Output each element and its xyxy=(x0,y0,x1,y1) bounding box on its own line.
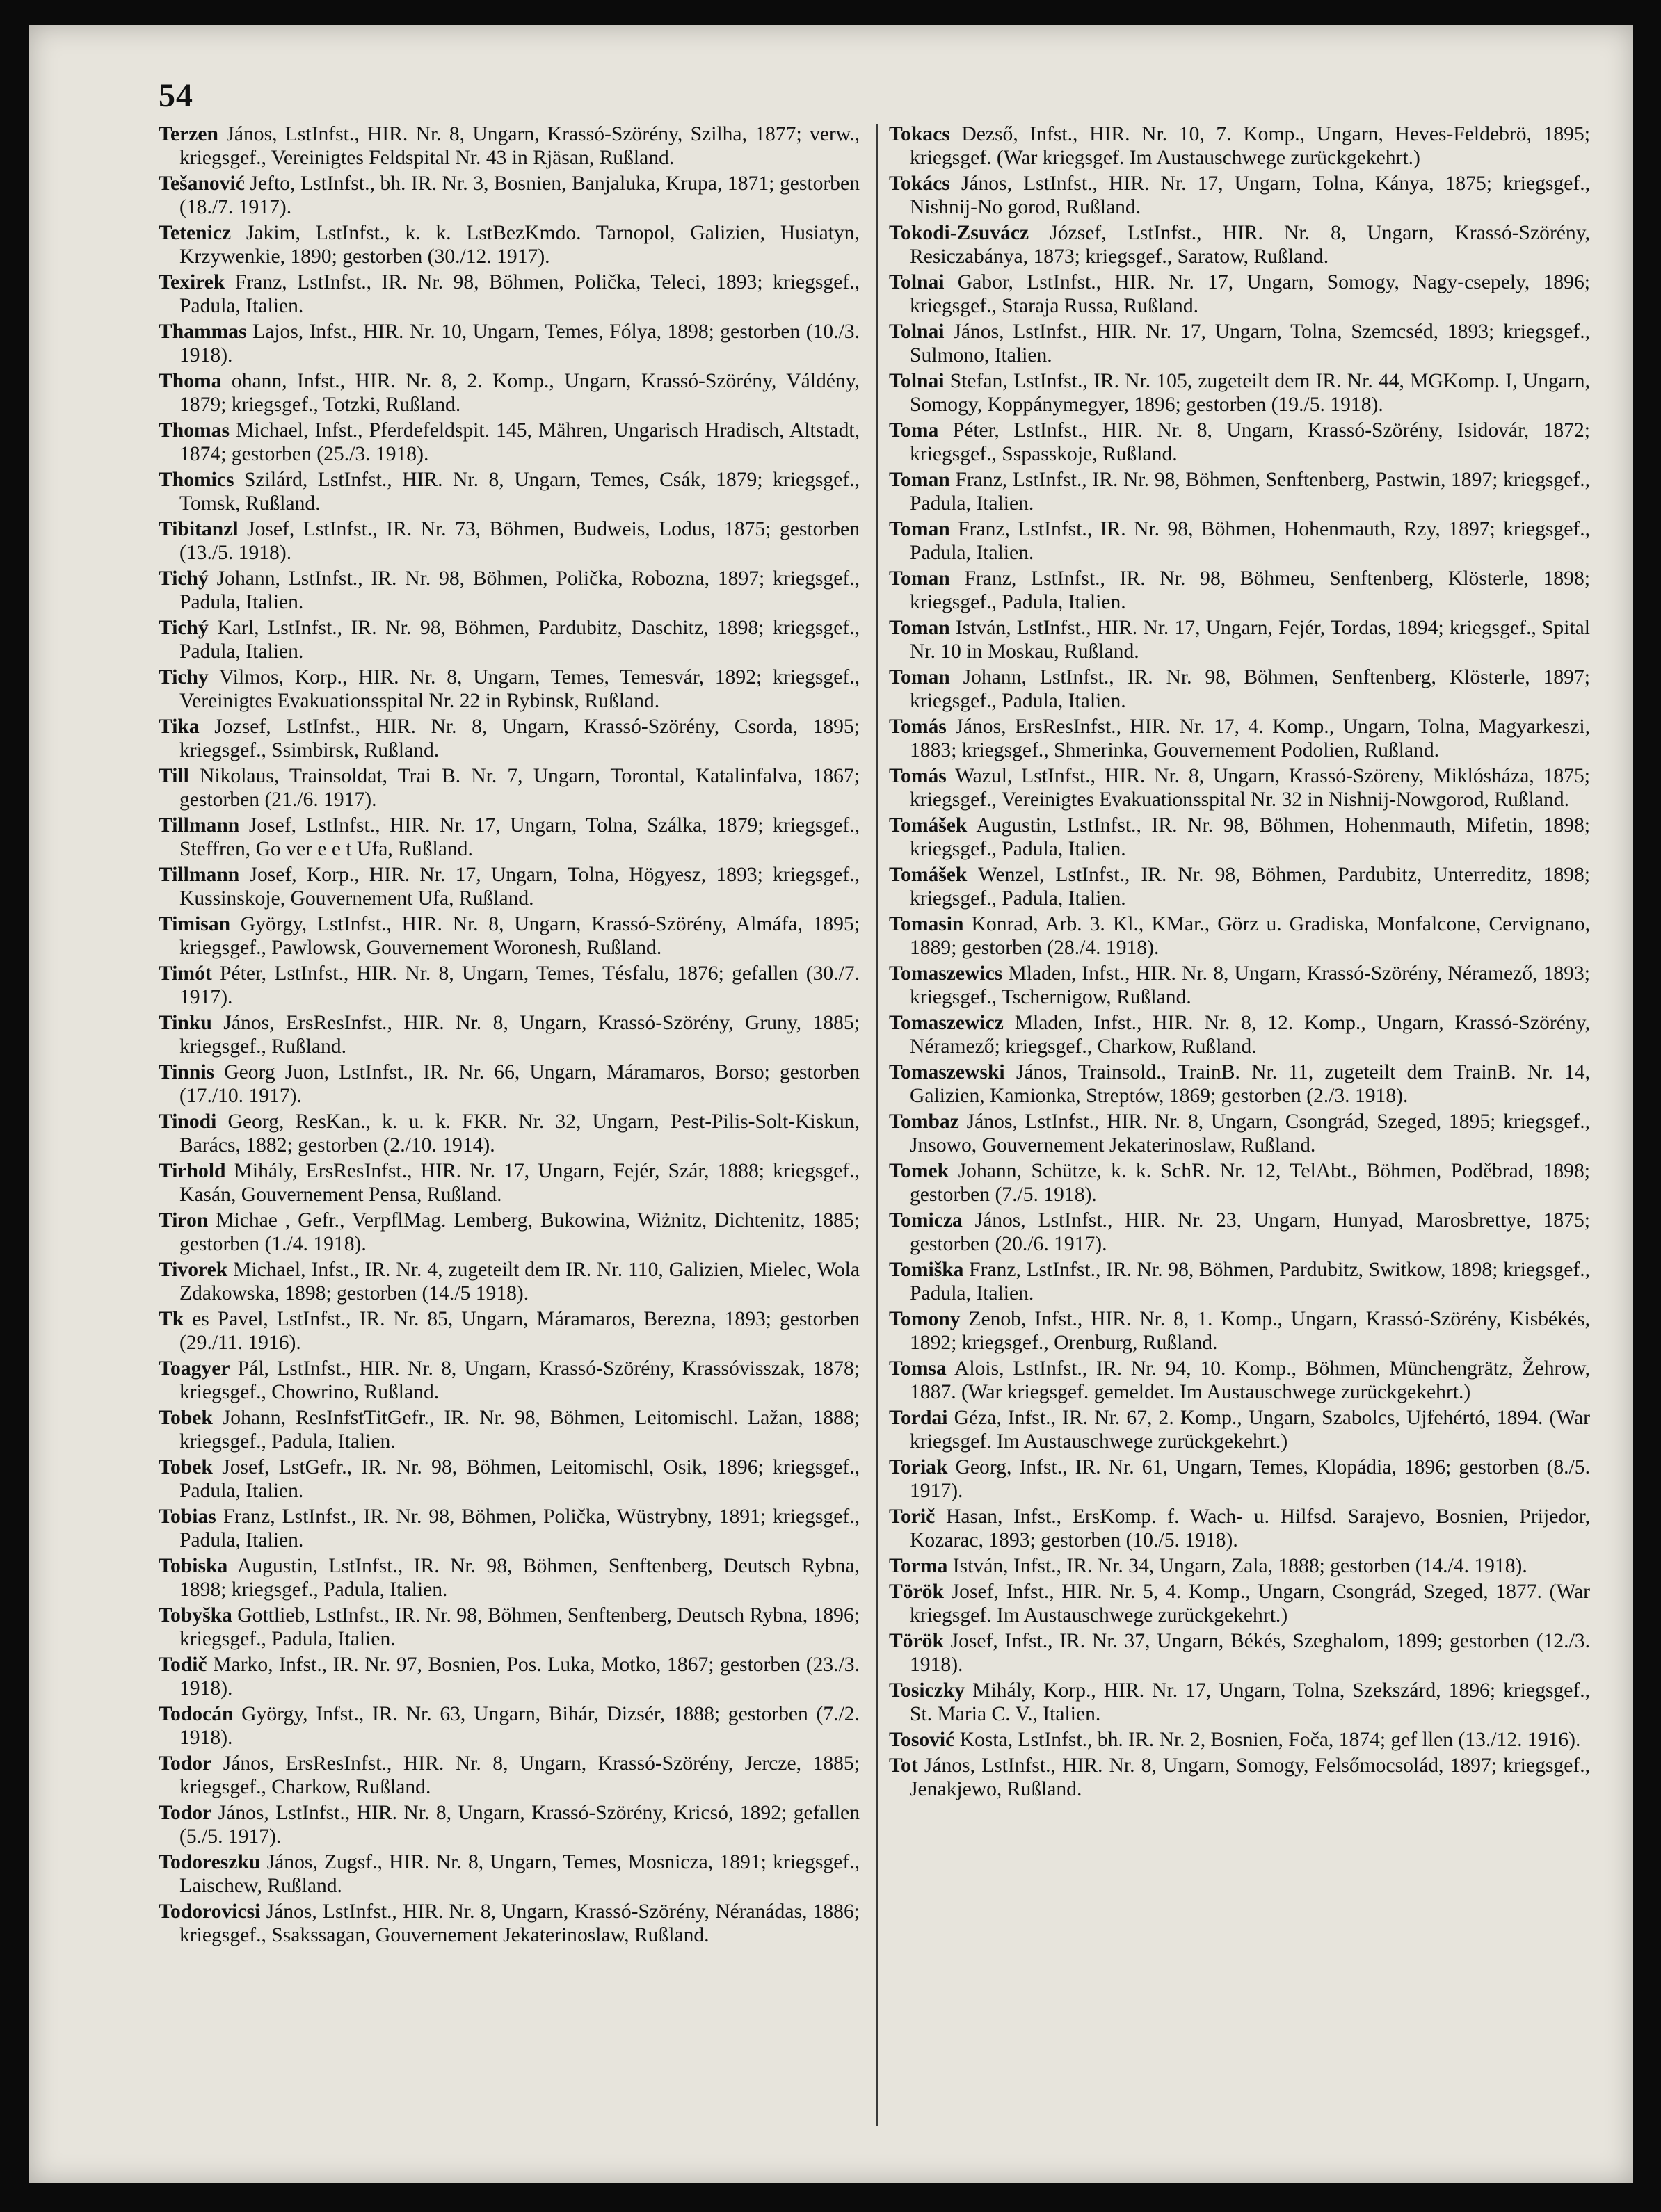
entry-details: Mladen, Infst., HIR. Nr. 8, Ungarn, Krassó-Szörény, Néramező, 1893; kriegsgef., Tschernigow, Rußland. xyxy=(910,962,1590,1008)
entry-surname: Tobek xyxy=(159,1456,213,1478)
entry-details: Alois, LstInfst., IR. Nr. 94, 10. Komp., Böhmen, Münchengrätz, Žehrow, 1887. (War kriegsgef. gemeldet. Im Austauschwege zurückgekehrt.) xyxy=(910,1357,1590,1403)
entry-details: Dezső, Infst., HIR. Nr. 10, 7. Komp., Ungarn, Heves-Feldebrö, 1895; kriegsgef. (War kriegsgef. Im Austauschwege zurückgekehrt.) xyxy=(910,123,1590,169)
list-item xyxy=(889,616,1590,663)
entry-surname: Tibitanzl xyxy=(159,518,239,540)
list-item xyxy=(889,221,1590,268)
list-item xyxy=(159,221,860,268)
entry-details: János, LstInfst., HIR. Nr. 17, Ungarn, Tolna, Kánya, 1875; kriegsgef., Nishnij-No gorod, Rußland. xyxy=(910,172,1590,218)
list-item xyxy=(159,1554,860,1601)
list-item xyxy=(889,1505,1590,1552)
entry-details: es Pavel, LstInfst., IR. Nr. 85, Ungarn, Máramaros, Berezna, 1893; gestorben (29./11. 1916). xyxy=(179,1308,860,1354)
entry-details: Franz, LstInfst., IR. Nr. 98, Böhmeu, Senftenberg, Klösterle, 1898; kriegsgef., Padula, Italien. xyxy=(910,567,1590,613)
entry-details: Josef, LstInfst., IR. Nr. 73, Böhmen, Budweis, Lodus, 1875; gestorben (13./5. 1918). xyxy=(179,518,860,564)
entry-details: Johann, LstInfst., IR. Nr. 98, Böhmen, Senftenberg, Klösterle, 1897; kriegsgef., Padula, Italien. xyxy=(910,666,1590,712)
entry-surname: Tomášek xyxy=(889,864,968,886)
entry-surname: Tichý xyxy=(159,567,209,590)
entry-details: Mihály, ErsResInfst., HIR. Nr. 17, Ungarn, Fejér, Szár, 1888; kriegsgef., Kasán, Gouvernement Pensa, Rußland. xyxy=(179,1160,860,1206)
entry-surname: Tobias xyxy=(159,1505,216,1528)
entry-surname: Toman xyxy=(889,666,950,688)
list-item xyxy=(889,1209,1590,1256)
entry-details: Franz, LstInfst., IR. Nr. 98, Böhmen, Hohenmauth, Rzy, 1897; kriegsgef., Padula, Italien. xyxy=(910,518,1590,564)
list-item xyxy=(889,1455,1590,1503)
list-item xyxy=(889,320,1590,367)
list-item xyxy=(889,1011,1590,1058)
entry-details: ohann, Infst., HIR. Nr. 8, 2. Komp., Ungarn, Krassó-Szörény, Váldény, 1879; kriegsgef., Totzki, Rußland. xyxy=(179,370,860,416)
entry-details: Vilmos, Korp., HIR. Nr. 8, Ungarn, Temes, Temesvár, 1892; kriegsgef., Vereinigtes Evakuationsspital Nr. 22 in Rybinsk, Rußland. xyxy=(179,666,860,712)
list-item xyxy=(889,1728,1590,1752)
list-item xyxy=(159,1209,860,1256)
entry-details: Lajos, Infst., HIR. Nr. 10, Ungarn, Temes, Fólya, 1898; gestorben (10./3. 1918). xyxy=(179,321,860,366)
entry-details: János, LstInfst., HIR. Nr. 8, Ungarn, Csongrád, Szeged, 1895; kriegsgef., Jnsowo, Gouvernement Jekaterinoslaw, Rußland. xyxy=(910,1111,1590,1156)
list-item xyxy=(889,468,1590,515)
list-item xyxy=(889,1060,1590,1108)
list-item xyxy=(889,1580,1590,1627)
entry-details: Jakim, LstInfst., k. k. LstBezKmdo. Tarnopol, Galizien, Husiatyn, Krzywenkie, 1890; gestorben (30./12. 1917). xyxy=(179,222,860,268)
entry-surname: Tillmann xyxy=(159,814,240,837)
entry-details: János, ErsResInfst., HIR. Nr. 17, 4. Komp., Ungarn, Tolna, Magyarkeszi, 1883; kriegsgef., Shmerinka, Gouvernement Podolien, Rußland. xyxy=(910,716,1590,761)
entry-surname: Torič xyxy=(889,1505,936,1528)
entry-details: János, LstInfst., HIR. Nr. 17, Ungarn, Tolna, Szemcséd, 1893; kriegsgef., Sulmono, Italien. xyxy=(910,321,1590,366)
entry-surname: Tomášek xyxy=(889,814,968,837)
entry-surname: Todor xyxy=(159,1752,212,1775)
entry-details: Georg Juon, LstInfst., IR. Nr. 66, Ungarn, Máramaros, Borso; gestorben (17./10. 1917). xyxy=(179,1061,860,1107)
list-item xyxy=(159,567,860,614)
list-item xyxy=(159,1307,860,1355)
entry-surname: Todoreszku xyxy=(159,1851,261,1873)
entry-surname: Tillmann xyxy=(159,864,240,886)
entry-details: Gottlieb, LstInfst., IR. Nr. 98, Böhmen, Senftenberg, Deutsch Rybna, 1896; kriegsgef., Padula, Italien. xyxy=(179,1604,860,1650)
list-item xyxy=(159,122,860,170)
entry-surname: Thoma xyxy=(159,370,222,392)
entry-details: Mihály, Korp., HIR. Nr. 17, Ungarn, Tolna, Szekszárd, 1896; kriegsgef., St. Maria C. V., Italien. xyxy=(910,1679,1590,1725)
list-item xyxy=(159,1455,860,1503)
entry-surname: Tomony xyxy=(889,1308,961,1330)
entry-details: Michael, Infst., IR. Nr. 4, zugeteilt dem IR. Nr. 110, Galizien, Mielec, Wola Zdakowska, 1898; gestorben (14./5 1918). xyxy=(179,1259,860,1305)
entry-surname: Tomaszewics xyxy=(889,962,1003,985)
entry-details: Georg, ResKan., k. u. k. FKR. Nr. 32, Ungarn, Pest-Pilis-Solt-Kiskun, Barács, 1882; gestorben (2./10. 1914). xyxy=(179,1111,860,1156)
list-item xyxy=(889,1357,1590,1404)
entry-details: Augustin, LstInfst., IR. Nr. 98, Böhmen, Hohenmauth, Mifetin, 1898; kriegsgef., Padula, Italien. xyxy=(910,814,1590,860)
entry-details: György, LstInfst., HIR. Nr. 8, Ungarn, Krassó-Szörény, Almáfa, 1895; kriegsgef., Pawlowsk, Gouvernement Woronesh, Rußland. xyxy=(179,913,860,959)
entry-surname: Toman xyxy=(889,567,950,590)
list-item xyxy=(159,419,860,466)
list-item xyxy=(159,1653,860,1700)
entry-details: János, LstInfst., HIR. Nr. 8, Ungarn, Somogy, Felsőmocsolád, 1897; kriegsgef., Jenakjewo, Rußland. xyxy=(910,1754,1590,1800)
entry-surname: Tomás xyxy=(889,765,947,787)
entry-details: Jefto, LstInfst., bh. IR. Nr. 3, Bosnien, Banjaluka, Krupa, 1871; gestorben (18./7. 1917). xyxy=(179,172,860,218)
list-item xyxy=(889,1159,1590,1206)
list-item xyxy=(159,271,860,318)
list-item xyxy=(159,962,860,1009)
list-item xyxy=(159,715,860,762)
list-item xyxy=(159,1505,860,1552)
entry-surname: Todič xyxy=(159,1654,207,1676)
list-item xyxy=(889,1679,1590,1726)
list-item xyxy=(889,764,1590,812)
entry-surname: Török xyxy=(889,1630,944,1652)
entry-surname: Tobek xyxy=(159,1407,213,1429)
entry-surname: Tomicza xyxy=(889,1209,963,1232)
entry-details: Karl, LstInfst., IR. Nr. 98, Böhmen, Pardubitz, Daschitz, 1898; kriegsgef., Padula, Italien. xyxy=(179,617,860,663)
entry-details: Péter, LstInfst., HIR. Nr. 8, Ungarn, Temes, Tésfalu, 1876; gefallen (30./7. 1917). xyxy=(179,962,860,1008)
list-item xyxy=(159,1357,860,1404)
entry-surname: Tomasin xyxy=(889,913,964,935)
entry-details: Johann, Schütze, k. k. SchR. Nr. 12, TelAbt., Böhmen, Poděbrad, 1898; gestorben (7./5. 1918). xyxy=(910,1160,1590,1206)
entry-details: Josef, LstGefr., IR. Nr. 98, Böhmen, Leitomischl, Osik, 1896; kriegsgef., Padula, Italien. xyxy=(179,1456,860,1502)
entry-surname: Török xyxy=(889,1581,944,1603)
list-item xyxy=(889,1110,1590,1157)
entry-surname: Todor xyxy=(159,1802,212,1824)
entry-surname: Tobiska xyxy=(159,1555,228,1577)
entry-surname: Tokodi-Zsuvácz xyxy=(889,222,1029,244)
list-item xyxy=(159,1011,860,1058)
entry-surname: Tivorek xyxy=(159,1259,228,1281)
list-item xyxy=(889,369,1590,417)
list-item xyxy=(159,1900,860,1947)
entry-surname: Tomiška xyxy=(889,1259,964,1281)
list-item xyxy=(889,1406,1590,1453)
entry-surname: Tetenicz xyxy=(159,222,232,244)
list-item xyxy=(889,814,1590,861)
entry-surname: Tomsa xyxy=(889,1357,947,1380)
entry-surname: Till xyxy=(159,765,189,787)
entry-details: József, LstInfst., HIR. Nr. 8, Ungarn, Krassó-Szörény, Resiczabánya, 1873; kriegsgef., Saratow, Rußland. xyxy=(910,222,1590,268)
entry-surname: Toagyer xyxy=(159,1357,230,1380)
list-item xyxy=(159,1604,860,1651)
entry-details: Kosta, LstInfst., bh. IR. Nr. 2, Bosnien, Foča, 1874; gef llen (13./12. 1916). xyxy=(954,1729,1581,1751)
list-item xyxy=(159,616,860,663)
entry-surname: Tomek xyxy=(889,1160,949,1182)
entry-surname: Tobyška xyxy=(159,1604,232,1626)
entry-details: Johann, LstInfst., IR. Nr. 98, Böhmen, Polička, Robozna, 1897; kriegsgef., Padula, Italien. xyxy=(179,567,860,613)
entry-details: János, LstInfst., HIR. Nr. 8, Ungarn, Krassó-Szörény, Néranádas, 1886; kriegsgef., Ssakssagan, Gouvernement Jekaterinoslaw, Rußland. xyxy=(179,1900,860,1946)
entry-surname: Tomás xyxy=(889,716,947,738)
list-item xyxy=(889,419,1590,466)
list-item xyxy=(889,1554,1590,1578)
entry-surname: Tot xyxy=(889,1754,918,1777)
entry-surname: Torma xyxy=(889,1555,948,1577)
list-item xyxy=(159,1159,860,1206)
entry-details: Stefan, LstInfst., IR. Nr. 105, zugeteilt dem IR. Nr. 44, MGKomp. I, Ungarn, Somogy, Koppánymegyer, 1896; gestorben (19./5. 1918). xyxy=(910,370,1590,416)
entry-details: Franz, LstInfst., IR. Nr. 98, Böhmen, Pardubitz, Switkow, 1898; kriegsgef., Padula, Italien. xyxy=(910,1259,1590,1305)
entry-details: Wenzel, LstInfst., IR. Nr. 98, Böhmen, Pardubitz, Unterreditz, 1898; kriegsgef., Padula, Italien. xyxy=(910,864,1590,910)
entry-details: Szilárd, LstInfst., HIR. Nr. 8, Ungarn, Temes, Csák, 1879; kriegsgef., Tomsk, Rußland. xyxy=(179,469,860,515)
list-item xyxy=(889,567,1590,614)
entry-surname: Tosiczky xyxy=(889,1679,965,1702)
entry-surname: Toman xyxy=(889,518,950,540)
list-item xyxy=(159,172,860,219)
entry-surname: Tiron xyxy=(159,1209,209,1232)
entry-surname: Tinku xyxy=(159,1012,212,1034)
list-item xyxy=(159,369,860,417)
list-item xyxy=(159,665,860,713)
entry-details: István, Infst., IR. Nr. 34, Ungarn, Zala, 1888; gestorben (14./4. 1918). xyxy=(947,1555,1527,1577)
entry-details: Franz, LstInfst., IR. Nr. 98, Böhmen, Senftenberg, Pastwin, 1897; kriegsgef., Padula, Italien. xyxy=(910,469,1590,515)
entry-details: Franz, LstInfst., IR. Nr. 98, Böhmen, Polička, Wüstrybny, 1891; kriegsgef., Padula, Italien. xyxy=(179,1505,860,1551)
entry-surname: Tichy xyxy=(159,666,209,688)
entry-details: János, LstInfst., HIR. Nr. 8, Ungarn, Krassó-Szörény, Szilha, 1877; verw., kriegsgef., Vereinigtes Feldspital Nr. 43 in Rjäsan, Rußland. xyxy=(179,123,860,169)
list-item xyxy=(889,715,1590,762)
entry-surname: Tirhold xyxy=(159,1160,226,1182)
entry-surname: Tordai xyxy=(889,1407,948,1429)
entry-details: István, LstInfst., HIR. Nr. 17, Ungarn, Fejér, Tordas, 1894; kriegsgef., Spital Nr. 10 in Moskau, Rußland. xyxy=(910,617,1590,663)
list-item xyxy=(159,320,860,367)
page-number: 54 xyxy=(159,77,193,114)
entry-surname: Tolnai xyxy=(889,271,945,293)
entry-details: Péter, LstInfst., HIR. Nr. 8, Ungarn, Krassó-Szörény, Isidovár, 1872; kriegsgef., Sspasskoje, Rußland. xyxy=(910,419,1590,465)
entry-surname: Tolnai xyxy=(889,370,945,392)
entry-surname: Tinnis xyxy=(159,1061,215,1083)
entry-details: Franz, LstInfst., IR. Nr. 98, Böhmen, Polička, Teleci, 1893; kriegsgef., Padula, Italien. xyxy=(179,271,860,317)
entry-surname: Tichý xyxy=(159,617,209,639)
entry-details: Josef, Korp., HIR. Nr. 17, Ungarn, Tolna, Högyesz, 1893; kriegsgef., Kussinskoje, Gouvernement Ufa, Rußland. xyxy=(179,864,860,910)
list-item xyxy=(889,517,1590,565)
entry-surname: Tk xyxy=(159,1308,184,1330)
entry-surname: Todocán xyxy=(159,1703,234,1725)
entry-surname: Toriak xyxy=(889,1456,948,1478)
entry-details: Wazul, LstInfst., HIR. Nr. 8, Ungarn, Krassó-Szöreny, Miklósháza, 1875; kriegsgef., Vereinigtes Evakuationsspital Nr. 32 in Nishnij-Nowgorod, Rußland. xyxy=(910,765,1590,811)
list-item xyxy=(159,517,860,565)
left-column xyxy=(159,122,860,1949)
entry-details: Marko, Infst., IR. Nr. 97, Bosnien, Pos. Luka, Motko, 1867; gestorben (23./3. 1918). xyxy=(179,1654,860,1700)
list-item xyxy=(159,912,860,960)
entry-details: Michael, Infst., Pferdefeldspit. 145, Mähren, Ungarisch Hradisch, Altstadt, 1874; gestorben (25./3. 1918). xyxy=(179,419,860,465)
entry-surname: Tomaszewicz xyxy=(889,1012,1004,1034)
entry-details: Konrad, Arb. 3. Kl., KMar., Görz u. Gradiska, Monfalcone, Cervignano, 1889; gestorben (28./4. 1918). xyxy=(910,913,1590,959)
entry-details: János, LstInfst., HIR. Nr. 8, Ungarn, Krassó-Szörény, Kricsó, 1892; gefallen (5./5. 1917). xyxy=(179,1802,860,1848)
entry-surname: Thomas xyxy=(159,419,230,442)
entry-surname: Thomics xyxy=(159,469,234,491)
list-item xyxy=(159,1406,860,1453)
entry-details: János, ErsResInfst., HIR. Nr. 8, Ungarn, Krassó-Szörény, Jercze, 1885; kriegsgef., Charkow, Rußland. xyxy=(179,1752,860,1798)
list-item xyxy=(889,122,1590,170)
list-item xyxy=(159,764,860,812)
entry-details: János, LstInfst., HIR. Nr. 23, Ungarn, Hunyad, Marosbrettye, 1875; gestorben (20./6. 1917). xyxy=(910,1209,1590,1255)
entry-surname: Terzen xyxy=(159,123,219,145)
list-item xyxy=(159,863,860,910)
list-item xyxy=(159,1258,860,1305)
list-item xyxy=(889,172,1590,219)
list-item xyxy=(889,863,1590,910)
list-item xyxy=(889,1754,1590,1801)
right-column xyxy=(889,122,1590,1803)
entry-details: Pál, LstInfst., HIR. Nr. 8, Ungarn, Krassó-Szörény, Krassóvisszak, 1878; kriegsgef., Chowrino, Rußland. xyxy=(179,1357,860,1403)
entry-details: Johann, ResInfstTitGefr., IR. Nr. 98, Böhmen, Leitomischl. Lažan, 1888; kriegsgef., Padula, Italien. xyxy=(179,1407,860,1453)
list-item xyxy=(889,271,1590,318)
entry-details: Gabor, LstInfst., HIR. Nr. 17, Ungarn, Somogy, Nagy-csepely, 1896; kriegsgef., Staraja Russa, Rußland. xyxy=(910,271,1590,317)
entry-details: János, Trainsold., TrainB. Nr. 11, zugeteilt dem TrainB. Nr. 14, Galizien, Kamionka, Streptów, 1869; gestorben (2./3. 1918). xyxy=(910,1061,1590,1107)
list-item xyxy=(889,962,1590,1009)
entry-surname: Tombaz xyxy=(889,1111,959,1133)
list-item xyxy=(159,814,860,861)
entry-details: György, Infst., IR. Nr. 63, Ungarn, Bihár, Dizsér, 1888; gestorben (7./2. 1918). xyxy=(179,1703,860,1749)
list-item xyxy=(889,1258,1590,1305)
entry-details: Zenob, Infst., HIR. Nr. 8, 1. Komp., Ungarn, Krassó-Szörény, Kisbékés, 1892; kriegsgef., Orenburg, Rußland. xyxy=(910,1308,1590,1354)
entry-surname: Toman xyxy=(889,617,950,639)
list-item xyxy=(159,1850,860,1898)
column-divider xyxy=(876,124,878,2126)
entry-surname: Todorovicsi xyxy=(159,1900,261,1923)
entry-details: Josef, Infst., IR. Nr. 37, Ungarn, Békés, Szeghalom, 1899; gestorben (12./3. 1918). xyxy=(910,1630,1590,1676)
entry-details: Augustin, LstInfst., IR. Nr. 98, Böhmen, Senftenberg, Deutsch Rybna, 1898; kriegsgef., Padula, Italien. xyxy=(179,1555,860,1601)
entry-details: Mladen, Infst., HIR. Nr. 8, 12. Komp., Ungarn, Krassó-Szörény, Néramező; kriegsgef., Charkow, Rußland. xyxy=(910,1012,1590,1058)
list-item xyxy=(889,1629,1590,1677)
entry-surname: Tešanović xyxy=(159,172,245,195)
list-item xyxy=(159,1752,860,1799)
entry-details: Géza, Infst., IR. Nr. 67, 2. Komp., Ungarn, Szabolcs, Ujfehértó, 1894. (War kriegsgef. Im Austauschwege zurückgekehrt.) xyxy=(910,1407,1590,1453)
entry-details: Nikolaus, Trainsoldat, Trai B. Nr. 7, Ungarn, Torontal, Katalinfalva, 1867; gestorben (21./6. 1917). xyxy=(179,765,860,811)
entry-surname: Toma xyxy=(889,419,939,442)
list-item xyxy=(889,665,1590,713)
entry-surname: Toman xyxy=(889,469,950,491)
entry-details: Michae , Gefr., VerpflMag. Lemberg, Bukowina, Wiżnitz, Dichtenitz, 1885; gestorben (1./4. 1918). xyxy=(179,1209,860,1255)
entry-details: Josef, LstInfst., HIR. Nr. 17, Ungarn, Tolna, Szálka, 1879; kriegsgef., Steffren, Go ver e e t Ufa, Rußland. xyxy=(179,814,860,860)
list-item xyxy=(159,1060,860,1108)
entry-details: Jozsef, LstInfst., HIR. Nr. 8, Ungarn, Krassó-Szörény, Csorda, 1895; kriegsgef., Ssimbirsk, Rußland. xyxy=(179,716,860,761)
entry-surname: Tolnai xyxy=(889,321,945,343)
entry-surname: Tokacs xyxy=(889,123,950,145)
list-item xyxy=(159,468,860,515)
entry-surname: Tika xyxy=(159,716,200,738)
scanned-page xyxy=(29,25,1633,2183)
entry-surname: Tosović xyxy=(889,1729,955,1751)
entry-surname: Tomaszewski xyxy=(889,1061,1005,1083)
list-item xyxy=(159,1110,860,1157)
entry-details: Georg, Infst., IR. Nr. 61, Ungarn, Temes, Klopádia, 1896; gestorben (8./5. 1917). xyxy=(910,1456,1590,1502)
list-item xyxy=(159,1702,860,1750)
entry-details: Josef, Infst., HIR. Nr. 5, 4. Komp., Ungarn, Csongrád, Szeged, 1877. (War kriegsgef. Im Austauschwege zurückgekehrt.) xyxy=(910,1581,1590,1626)
entry-details: János, ErsResInfst., HIR. Nr. 8, Ungarn, Krassó-Szörény, Gruny, 1885; kriegsgef., Rußland. xyxy=(179,1012,860,1058)
entry-surname: Timót xyxy=(159,962,212,985)
entry-details: Hasan, Infst., ErsKomp. f. Wach- u. Hilfsd. Sarajevo, Bosnien, Prijedor, Kozarac, 1893; gestorben (10./5. 1918). xyxy=(910,1505,1590,1551)
entry-details: János, Zugsf., HIR. Nr. 8, Ungarn, Temes, Mosnicza, 1891; kriegsgef., Laischew, Rußland. xyxy=(179,1851,860,1897)
entry-surname: Timisan xyxy=(159,913,231,935)
list-item xyxy=(889,912,1590,960)
list-item xyxy=(159,1801,860,1848)
list-item xyxy=(889,1307,1590,1355)
entry-surname: Tinodi xyxy=(159,1111,217,1133)
entry-surname: Tokács xyxy=(889,172,950,195)
entry-surname: Thammas xyxy=(159,321,247,343)
entry-surname: Texirek xyxy=(159,271,225,293)
